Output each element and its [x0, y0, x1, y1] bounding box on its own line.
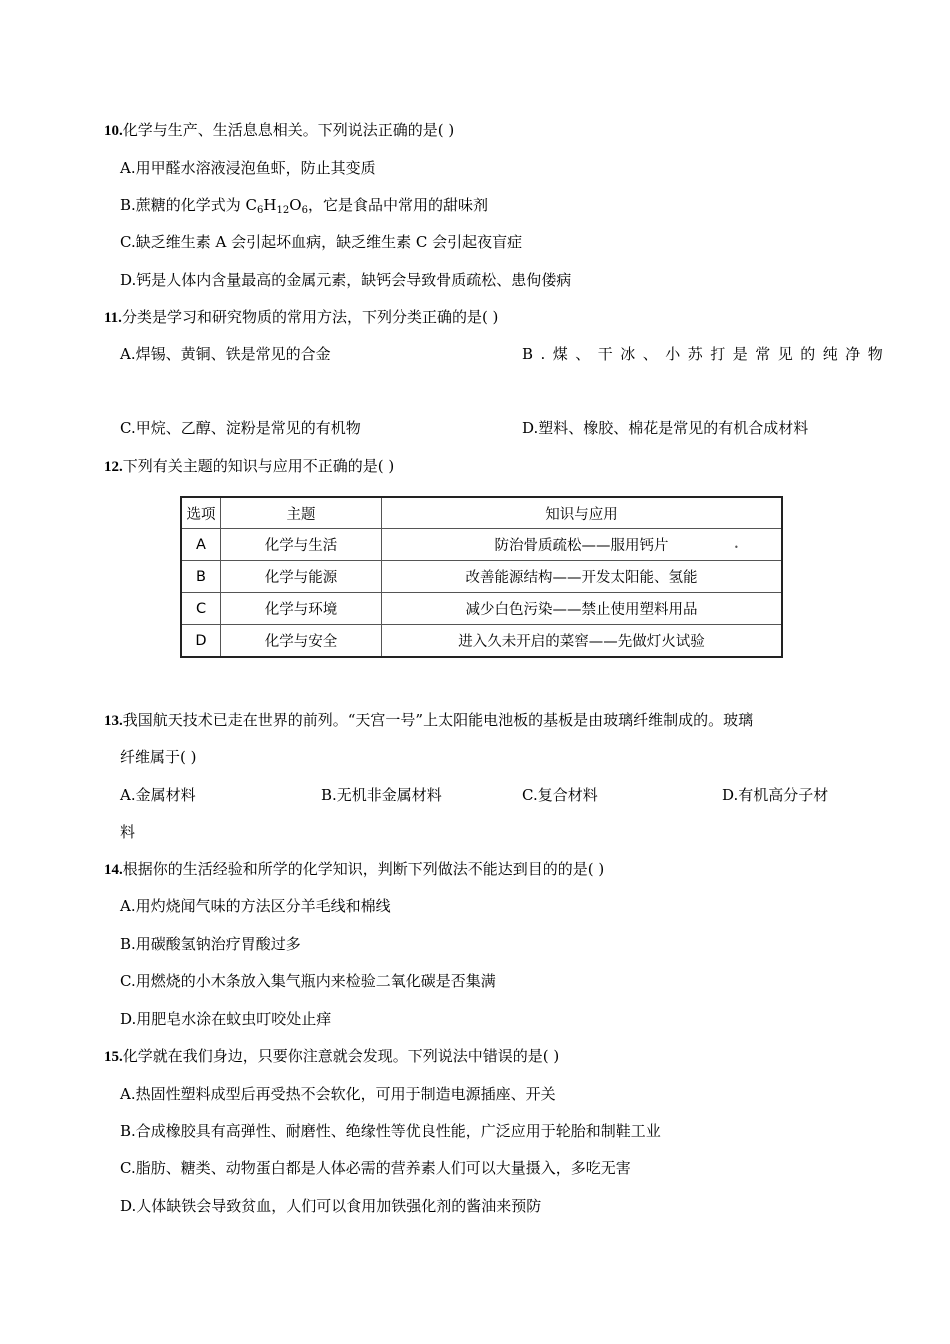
table-cell: 进入久未开启的菜窖——先做灯火试验	[382, 625, 783, 658]
knowledge-table	[180, 496, 783, 658]
table-cell: 化学与安全	[221, 625, 382, 658]
option-text: O	[289, 196, 302, 214]
table-header-cell: 知识与应用	[382, 497, 783, 529]
table-row	[181, 561, 782, 593]
q14-option-c: C.用燃烧的小木条放入集气瓶内来检验二氧化碳是否集满	[120, 972, 496, 990]
question-13-stem	[104, 710, 753, 731]
table-header-row	[181, 497, 782, 529]
subscript: 12	[276, 205, 290, 216]
table-cell: B	[181, 561, 221, 593]
table-cell: 化学与环境	[221, 593, 382, 625]
question-15-stem	[104, 1046, 559, 1067]
q15-option-a: A.热固性塑料成型后再受热不会软化，可用于制造电源插座、开关	[120, 1085, 556, 1103]
question-number: 10.	[104, 123, 123, 139]
question-text: 下列有关主题的知识与应用不正确的是( )	[122, 457, 395, 475]
table-row	[181, 529, 782, 561]
question-14-stem	[104, 859, 604, 880]
question-number: 11.	[104, 310, 122, 326]
question-number: 13.	[104, 713, 123, 729]
table-row	[181, 625, 782, 658]
q10-option-b	[120, 195, 488, 221]
table-cell: 化学与生活	[221, 529, 382, 561]
question-text: 分类是学习和研究物质的常用方法，下列分类正确的是( )	[121, 308, 499, 326]
scan-speck: •	[734, 543, 739, 552]
table-cell: 防治骨质疏松——服用钙片	[382, 529, 783, 561]
q11-option-b: B.煤、干冰、小苏打是常见的纯净物	[522, 345, 891, 363]
question-10-stem	[104, 120, 454, 141]
option-text: ，它是食品中常用的甜味剂	[307, 196, 488, 214]
question-11-stem	[104, 307, 498, 328]
table-header-cell: 主题	[221, 497, 382, 529]
q15-option-d: D.人体缺铁会导致贫血，人们可以食用加铁强化剂的酱油来预防	[120, 1197, 542, 1215]
q13-option-c: C.复合材料	[522, 786, 598, 804]
question-number: 12.	[104, 459, 123, 475]
q13-option-a: A.金属材料	[120, 786, 196, 804]
q14-option-a: A.用灼烧闻气味的方法区分羊毛线和棉线	[120, 897, 391, 915]
question-text: 化学与生产、生活息息相关。下列说法正确的是( )	[122, 121, 455, 139]
table-cell: 改善能源结构——开发太阳能、氢能	[382, 561, 783, 593]
q13-option-d-continued: 料	[120, 823, 136, 841]
question-text: 我国航天技术已走在世界的前列。“天宫一号”上太阳能电池板的基板是由玻璃纤维制成的。玻璃	[122, 711, 754, 729]
q14-option-b: B.用碳酸氢钠治疗胃酸过多	[120, 935, 301, 953]
q14-option-d: D.用肥皂水涂在蚊虫叮咬处止痒	[120, 1010, 332, 1028]
subscript: 6	[301, 205, 308, 216]
question-text: 根据你的生活经验和所学的化学知识，判断下列做法不能达到目的的是( )	[122, 860, 605, 878]
q10-option-c: C.缺乏维生素 A 会引起坏血病，缺乏维生素 C 会引起夜盲症	[120, 233, 523, 251]
table-cell: 化学与能源	[221, 561, 382, 593]
q15-option-b: B.合成橡胶具有高弹性、耐磨性、绝缘性等优良性能，广泛应用于轮胎和制鞋工业	[120, 1122, 661, 1140]
table-cell: A	[181, 529, 221, 561]
table-row	[181, 593, 782, 625]
q15-option-c: C.脂肪、糖类、动物蛋白都是人体必需的营养素人们可以大量摄入，多吃无害	[120, 1159, 631, 1177]
table-header-cell: 选项	[181, 497, 221, 529]
question-number: 15.	[104, 1049, 123, 1065]
q11-option-d: D.塑料、橡胶、棉花是常见的有机合成材料	[522, 419, 809, 437]
q11-option-c: C.甲烷、乙醇、淀粉是常见的有机物	[120, 419, 361, 437]
option-text: H	[263, 196, 277, 214]
subscript: 6	[257, 205, 264, 216]
q10-option-d: D.钙是人体内含量最高的金属元素，缺钙会导致骨质疏松、患佝偻病	[120, 271, 572, 289]
table-cell: 减少白色污染——禁止使用塑料用品	[382, 593, 783, 625]
q10-option-a: A.用甲醛水溶液浸泡鱼虾，防止其变质	[120, 159, 376, 177]
q13-option-b: B.无机非金属材料	[321, 786, 442, 804]
question-text: 化学就在我们身边，只要你注意就会发现。下列说法中错误的是( )	[122, 1047, 560, 1065]
q11-option-a: A.焊锡、黄铜、铁是常见的合金	[120, 345, 331, 363]
question-number: 14.	[104, 862, 123, 878]
question-12-stem	[104, 456, 394, 477]
table-cell: D	[181, 625, 221, 658]
option-text: B.蔗糖的化学式为 C	[120, 196, 258, 214]
q13-option-d: D.有机高分子材	[722, 786, 829, 804]
question-13-stem-continued: 纤维属于( )	[120, 748, 197, 766]
table-cell: C	[181, 593, 221, 625]
